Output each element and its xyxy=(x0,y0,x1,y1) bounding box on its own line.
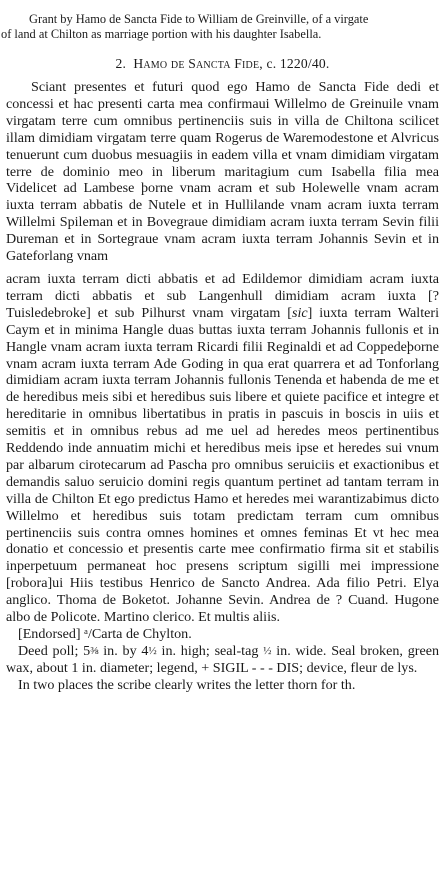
deed-text-b: in. by 4 xyxy=(98,643,149,659)
charter-text-part-2 xyxy=(6,271,439,626)
deed-fraction-2: ½ xyxy=(148,644,157,657)
deed-fraction-1: ⅜ xyxy=(90,644,99,657)
deed-text-c: in. high; seal-tag xyxy=(156,643,264,659)
charter-text-part-1: Sciant presentes et futuri quod ego Hamo de Sancta Fide dedi et concessi et hac presenti carta mea confirmaui Willelmo de Greinuile vnam virgatam terre cum omnibus pertinenciis suis in villa de Chiltona scilicet illam dimidiam virgatam terre quam Rogerus de Waremodestone et Alvricus tenuerunt cum duobus mesuagiis in eadem villa et vnam dimidiam virgatam terre de dominio meo in liberum maritagium cum Isabella filia mea Videlicet ad Lambese þorne vnam acram et sub Holewelle vnam acram iuxta terram abbatis de Nutele et in Hullilande vnam acram iuxta terram Willelmi Spileman et in Bovegraue dimidiam acram iuxta terram Sevin filii Dureman et in Sortegraue vnam acram iuxta terram Johannis Sevin et in Gateforlang vnam xyxy=(6,79,439,265)
charter-title xyxy=(6,55,439,73)
heading-line-1: Grant by Hamo de Sancta Fide to William de Greinville, of a virgate xyxy=(29,12,369,26)
charter-text-part-2b: ] iuxta terram Walteri Caym et in minima Hangle duas buttas iuxta terram Johannis fullonis et in Hangle vnam acram iuxta terram Ricardi filii Reginaldi et ad Coppedeþorne vnam acram iuxta terram Ade Goding in qua erat quarrera et ad Tonforlang dimidiam acram iuxta terram Johannis fullonis Tenenda et habenda de me et de heredibus meis sibi et heredibus suis libere et quiete pacifice et integre et hereditarie in omnibus libertatibus in pratis in pascuis in boscis in uiis et semitis et in omnibus rebus ad me uel ad heredes meos pertinentibus Reddendo inde annuatim michi et heredibus meis ipse et heredes sui vnum par albarum cirotecarum ad Pascha pro omnibus seruiciis et exactionibus et demandis saluo seruicio domini regis quantum pertinet ad tantam terram in villa de Chilton Et ego predictus Hamo et heredes mei warantizabimus dicto Willelmo et heredibus suis totam predictam terram cum omnibus pertinenciis suis contra omnes homines et omnes feminas Et vt hec mea donatio et concessio et presentis carte mee confirmatio firma sit et stabilis inperpetuum permaneat hoc presens scriptum sigilli mei impressione [robora]ui Hiis testibus Henrico de Sancto Andrea. Ada filio Petri. Elya anglico. Thoma de Boketot. Johanne Sevin. Andrea de ? Cuand. Hugone albo de Policote. Martino clerico. Et multis aliis. xyxy=(6,304,439,626)
deed-text-a: Deed poll; 5 xyxy=(18,643,91,659)
heading-line-2: of land at Chilton as marriage portion with his daughter Isabella. xyxy=(1,27,322,41)
editorial-notes xyxy=(6,626,439,694)
charter-grantor: Hamo de Sancta Fide xyxy=(133,56,260,71)
deed-text-d: in. wide. Seal broken, green wax, about 1 in. diameter; legend, + SIGIL - - - DIS; device, fleur de lys. xyxy=(6,643,440,676)
sic-marker: sic xyxy=(291,304,308,321)
charter-date: , c. 1220/40. xyxy=(259,56,330,71)
charter-text-part-2a: acram iuxta terram dicti abbatis et ad Edildemor dimidiam acram iuxta terram dicti abbatis et sub Langenhull dimidiam acram iuxta [? Tuisledebroke] et sub Pilhurst vnam virgatam [ xyxy=(6,270,439,321)
deed-description xyxy=(6,643,439,677)
thorn-note: In two places the scribe clearly writes the letter thorn for th. xyxy=(18,676,356,693)
charter-number: 2. xyxy=(115,56,127,71)
endorsement-note: [Endorsed] ᵃ/Carta de Chylton. xyxy=(18,626,192,642)
deed-fraction-3: ½ xyxy=(263,644,272,657)
charter-text xyxy=(6,79,439,626)
document-heading xyxy=(1,12,435,42)
